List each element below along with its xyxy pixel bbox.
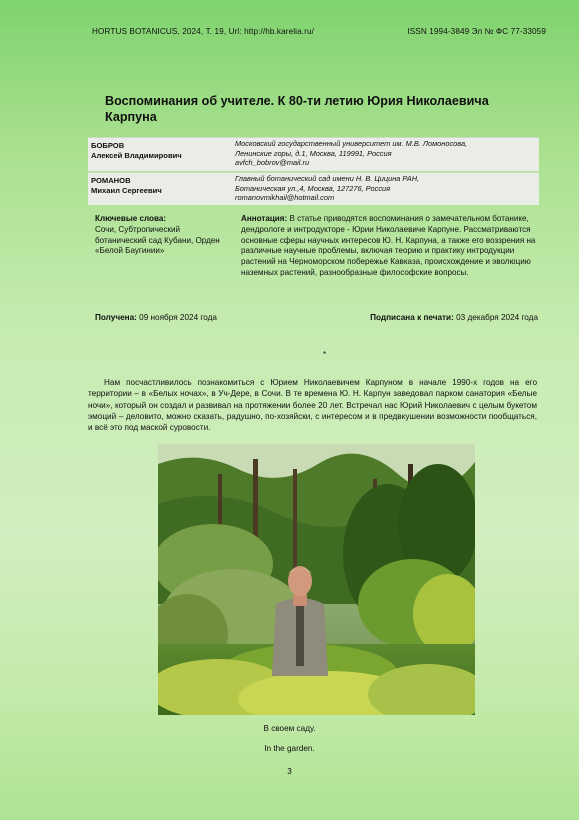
- author-email: avfch_bobrov@mail.ru: [235, 158, 310, 168]
- affiliation-line: Ботаническая ул.,4, Москва, 127276, Россия: [235, 183, 391, 193]
- author-given-name: Алексей Владимирович: [91, 151, 182, 160]
- author-name: [88, 138, 231, 171]
- keywords-text: Сочи, Субтропический ботанический сад Кубани, Орден «Белой Баугинии»: [95, 224, 220, 256]
- keywords-label: Ключевые слова:: [95, 214, 167, 223]
- section-separator: *: [323, 350, 327, 359]
- annotation-text: В статье приводятся воспоминания о замечательном ботанике, дендрологе и интродукторе - Юрии Николаевиче Карпуне. Рассматриваются основные сферы научных интересов Ю. Н. Карпуна, а также его воззрения на различные научные проблемы, включая теорию и практику интродукции растений на Черноморском побережье Кавказа, происхождение и эволюцию наземных растений, разнообразные философские вопросы.: [241, 214, 536, 277]
- body-paragraph: Нам посчастливилось познакомиться с Юрием Николаевичем Карпуном в начале 1990-х годов на его территории – в «Белых ночах», в Уч-Дере, в Сочи. В те времена Ю. Н. Карпун заведовал парком санатория «Белые ночи», который он создал и развивал на протяжении более 20 лет. Встречал нас Юрий Николаевич с целым букетом эмоций – деловито, можно сказать, радушно, по-хозяйски, с интересом и в предвкушении возможности пообщаться, и всё это под маской суровости.: [88, 378, 537, 433]
- journal-header: HORTUS BOTANICUS, 2024, Т. 19, Url: http://hb.karelia.ru/: [92, 27, 314, 36]
- author-row: [88, 137, 539, 171]
- author-name: [88, 173, 231, 205]
- garden-photo: [158, 444, 475, 715]
- affiliation-line: Ленинские горы, д.1, Москва, 119991, Россия: [235, 148, 392, 158]
- annotation-label: Аннотация:: [241, 214, 288, 223]
- article-title: Воспоминания об учителе. К 80-ти летию Юрия Николаевича Карпуна: [105, 94, 489, 124]
- affiliation-line: Московский государственный университет им. М.В. Ломоносова,: [235, 139, 468, 148]
- author-given-name: Михаил Сергеевич: [91, 186, 162, 195]
- signed-date: [370, 313, 538, 322]
- signed-label: Подписана к печати:: [370, 313, 454, 322]
- received-date: [95, 313, 217, 322]
- keywords-block: [95, 214, 225, 257]
- author-surname: БОБРОВ: [91, 141, 125, 150]
- figure-caption-ru: В своем саду.: [263, 724, 316, 733]
- received-label: Получена:: [95, 313, 137, 322]
- author-affiliation: [231, 138, 539, 171]
- page-number: 3: [287, 767, 292, 776]
- annotation-block: [241, 214, 539, 279]
- author-email: romanovmikhail@hotmail.com: [235, 193, 335, 203]
- author-surname: РОМАНОВ: [91, 176, 131, 185]
- received-value: 09 ноября 2024 года: [139, 313, 217, 322]
- author-affiliation: [231, 173, 539, 205]
- affiliation-line: Главный ботанический сад имени Н. В. Цицина РАН,: [235, 174, 420, 183]
- figure-caption-en: In the garden.: [264, 744, 315, 753]
- author-row: [88, 172, 539, 205]
- issn-header: ISSN 1994-3849 Эл № ФС 77-33059: [407, 27, 546, 36]
- signed-value: 03 декабря 2024 года: [456, 313, 538, 322]
